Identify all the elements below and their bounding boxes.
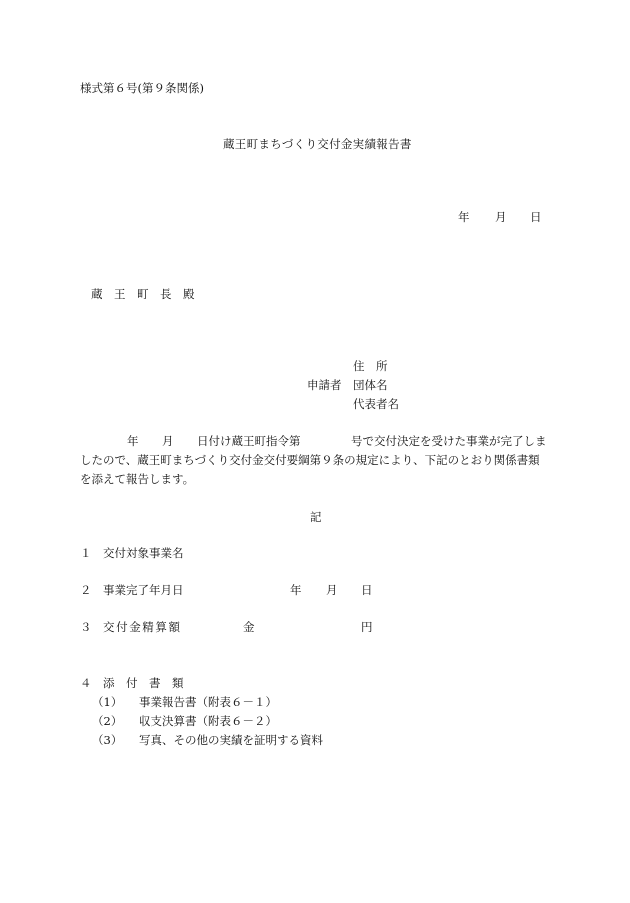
item-2-label: 事業完了年月日 bbox=[103, 583, 184, 597]
attachment-1-text: 事業報告書（附表６－１） bbox=[139, 695, 277, 709]
body-text-4: を添えて報告します。 bbox=[80, 472, 195, 486]
item-1-number: １ bbox=[80, 546, 92, 560]
item-4-number: ４ bbox=[80, 676, 92, 690]
body-text-2: 号で交付決定を受けた事業が完了しま bbox=[351, 434, 547, 448]
applicant-rep-label: 代表者名 bbox=[353, 397, 399, 411]
attachment-3-text: 写真、その他の実績を証明する資料 bbox=[139, 733, 323, 747]
form-number: 様式第６号(第９条関係) bbox=[80, 81, 204, 95]
applicant-address-label: 住 所 bbox=[353, 359, 388, 373]
date-year: 年 bbox=[458, 210, 470, 224]
attachment-3-number: （3） bbox=[92, 733, 123, 747]
applicant-label: 申請者 bbox=[307, 378, 342, 392]
attachment-1-number: （1） bbox=[92, 695, 123, 709]
body-text-3: したので、蔵王町まちづくり交付金交付要綱第９条の規定により、下記のとおり関係書類 bbox=[80, 453, 540, 467]
item-3-yen: 円 bbox=[361, 620, 373, 634]
item-2-day: 日 bbox=[361, 583, 373, 597]
body-text-1: 日付け蔵王町指令第 bbox=[197, 434, 301, 448]
item-3-number: ３ bbox=[80, 620, 92, 634]
document-title: 蔵王町まちづくり交付金実績報告書 bbox=[223, 137, 412, 151]
date-day: 日 bbox=[530, 210, 542, 224]
item-4-label: 添 付 書 類 bbox=[103, 676, 184, 690]
body-month: 月 bbox=[162, 434, 174, 448]
item-3-label: 交付金精算額 bbox=[103, 620, 182, 634]
addressee: 蔵 王 町 長 殿 bbox=[91, 287, 195, 301]
ki-heading: 記 bbox=[310, 510, 322, 524]
item-1-label: 交付対象事業名 bbox=[103, 546, 184, 560]
attachment-2-number: （2） bbox=[92, 714, 123, 728]
item-3-kin: 金 bbox=[243, 620, 255, 634]
date-month: 月 bbox=[495, 210, 507, 224]
attachment-2-text: 収支決算書（附表６－２） bbox=[139, 714, 277, 728]
body-year: 年 bbox=[127, 434, 139, 448]
applicant-org-label: 団体名 bbox=[353, 378, 388, 392]
item-2-month: 月 bbox=[326, 583, 338, 597]
item-2-year: 年 bbox=[290, 583, 302, 597]
item-2-number: ２ bbox=[80, 583, 92, 597]
